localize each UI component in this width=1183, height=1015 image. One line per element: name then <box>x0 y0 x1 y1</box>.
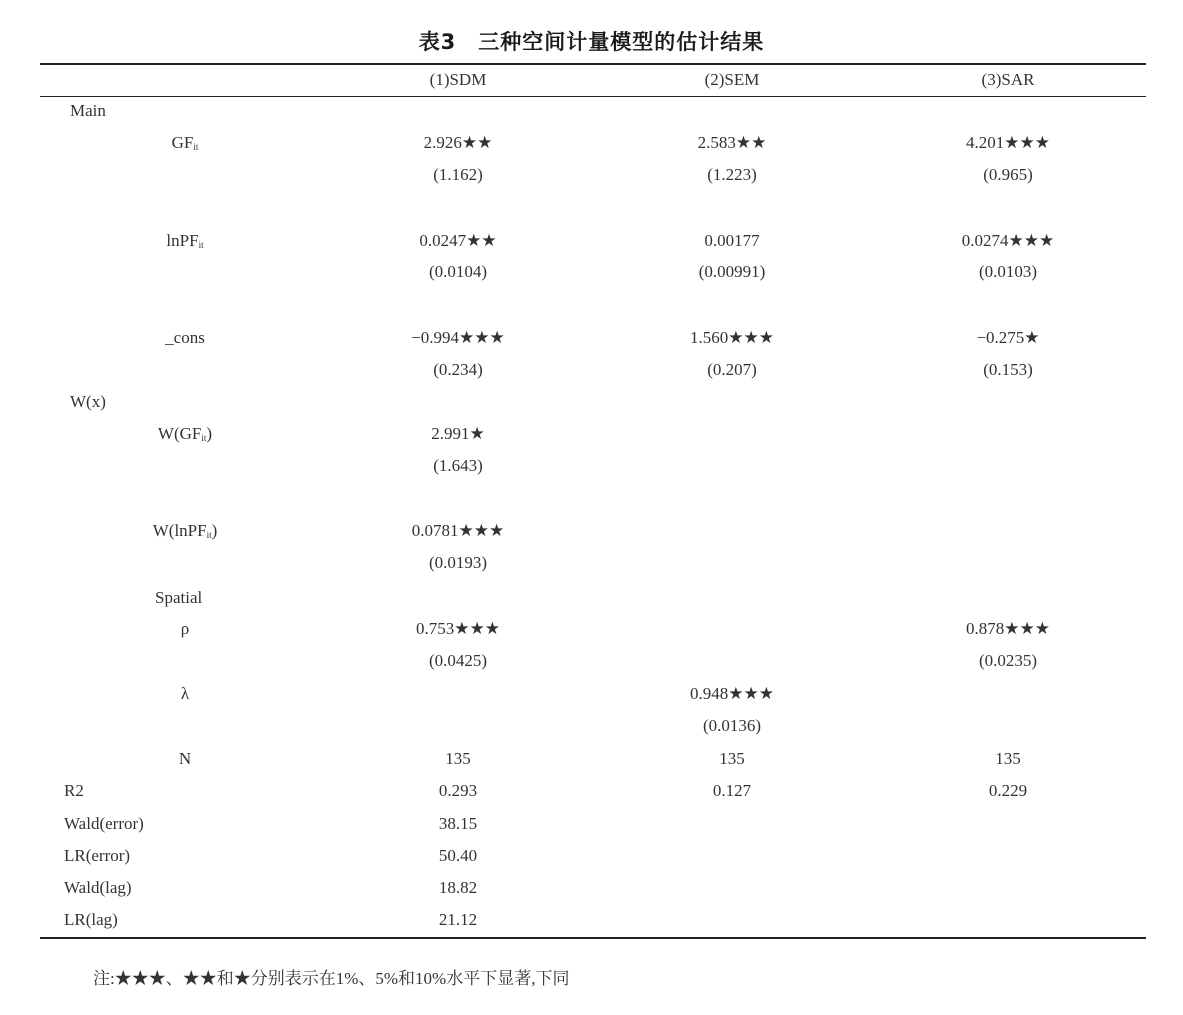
table-cell: (1.643) <box>433 456 483 475</box>
table-row <box>0 716 1183 746</box>
table-cell: 21.12 <box>438 910 478 929</box>
table-cell: 0.0781★★★ <box>411 521 505 540</box>
bottom-rule <box>40 937 1146 939</box>
table-row <box>0 424 1183 454</box>
table-cell: (1.162) <box>433 165 483 184</box>
table-cell: (0.234) <box>433 360 483 379</box>
table-row <box>0 231 1183 261</box>
table-row <box>0 651 1183 681</box>
table-cell: 2.583★★ <box>697 133 767 152</box>
row-label: Wald(lag) <box>64 878 132 897</box>
table-cell: −0.275★ <box>976 328 1040 347</box>
table-row <box>0 521 1183 551</box>
table-cell: 38.15 <box>438 814 478 833</box>
table-cell: (0.207) <box>707 360 757 379</box>
column-header-sar: (3)SAR <box>981 70 1035 89</box>
column-header-sem: (2)SEM <box>704 70 760 89</box>
table-cell: 50.40 <box>438 846 478 865</box>
table-cell: −0.994★★★ <box>411 328 505 347</box>
row-label: LR(lag) <box>64 910 118 929</box>
table-title: 表3 三种空间计量模型的估计结果 <box>418 30 765 54</box>
top-rule <box>40 63 1146 65</box>
table-cell: 2.926★★ <box>423 133 493 152</box>
table-cell: (0.0104) <box>428 262 488 281</box>
row-label: ρ <box>180 619 190 638</box>
row-label: Spatial <box>155 588 203 607</box>
table-cell: 0.0247★★ <box>419 231 497 250</box>
row-label: $GF_{it}$ <box>171 133 199 152</box>
table-cell: (0.0235) <box>978 651 1038 670</box>
table-row <box>0 165 1183 195</box>
column-header-sdm: (1)SDM <box>429 70 487 89</box>
table-row <box>0 878 1183 908</box>
table-cell: 4.201★★★ <box>966 133 1050 152</box>
row-label: _cons <box>165 328 205 347</box>
table-cell: (0.0136) <box>702 716 762 735</box>
table-cell: 0.229 <box>988 781 1028 800</box>
row-label: $W(GF_{it})$ <box>157 424 213 443</box>
table-cell: 135 <box>445 749 471 768</box>
table-row <box>0 101 1183 131</box>
table-cell: 2.991★ <box>431 424 485 443</box>
table-row <box>0 456 1183 486</box>
row-label: N <box>178 749 192 768</box>
table-cell: 18.82 <box>438 878 478 897</box>
table-row <box>0 749 1183 779</box>
row-label: W(lnPF$_{it}$) <box>152 521 218 540</box>
table-row <box>0 553 1183 583</box>
table-cell: (0.0103) <box>978 262 1038 281</box>
table-row <box>0 588 1183 618</box>
table-cell: (0.0425) <box>428 651 488 670</box>
row-label: λ <box>180 684 190 703</box>
table-cell: (0.965) <box>983 165 1033 184</box>
row-label: Main <box>70 101 106 120</box>
table-row <box>0 619 1183 649</box>
table-cell: 135 <box>719 749 745 768</box>
table-row <box>0 781 1183 811</box>
table-row <box>0 910 1183 940</box>
table-row <box>0 133 1183 163</box>
table-cell: 0.753★★★ <box>416 619 500 638</box>
table-cell: 1.560★★★ <box>690 328 774 347</box>
table-row <box>0 392 1183 422</box>
table-cell: (0.0193) <box>428 553 488 572</box>
table-row <box>0 814 1183 844</box>
row-label: W(x) <box>70 392 106 411</box>
row-label: LR(error) <box>64 846 131 865</box>
table-cell: 0.293 <box>438 781 478 800</box>
table-cell: 0.127 <box>712 781 752 800</box>
table-row <box>0 846 1183 876</box>
header-rule <box>40 96 1146 97</box>
table-row <box>0 684 1183 714</box>
table-note: 注:★★★、★★和★分别表示在1%、5%和10%水平下显著,下同 <box>93 969 570 988</box>
table-cell: (0.00991) <box>698 262 766 281</box>
table-cell: 135 <box>995 749 1021 768</box>
row-label: R2 <box>64 781 84 800</box>
table-row <box>0 360 1183 390</box>
table-row <box>0 328 1183 358</box>
table-row <box>0 262 1183 292</box>
table-cell: 0.0274★★★ <box>961 231 1055 250</box>
table-cell: 0.878★★★ <box>966 619 1050 638</box>
table-cell: (1.223) <box>707 165 757 184</box>
row-label: lnPF$_{it}$ <box>166 231 204 250</box>
table-cell: (0.153) <box>983 360 1033 379</box>
row-label: Wald(error) <box>64 814 144 833</box>
table-cell: 0.00177 <box>704 231 760 250</box>
table-cell: 0.948★★★ <box>690 684 774 703</box>
